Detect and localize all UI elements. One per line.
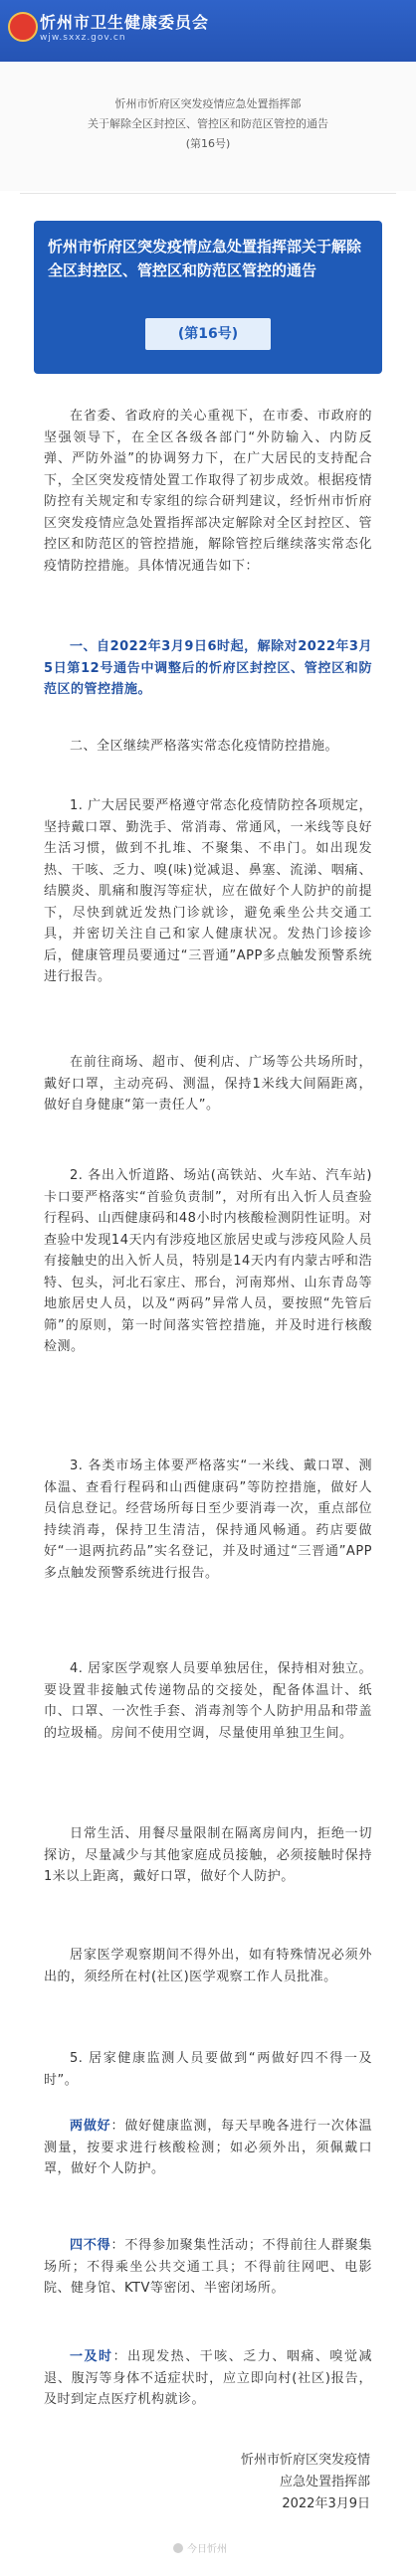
announcement-title-box [34,221,382,374]
measure-2: 2. 各出入忻道路、场站(高铁站、火车站、汽车站)卡口要严格落实“首验负责制”，对所有出入忻人员查验行程码、山西健康码和48小时内核酸检测阴性证明。对查验中发现14天内有涉疫地区旅居史或与涉疫风险人员有接触史的出入忻人员，特别是14天内有内蒙古呼和浩特、包头，河北石家庄、邢台，河南郑州、山东青岛等地旅居史人员，以及“两码”异常人员，要按照“先管后筛”的原则，第一时间落实管控措施，并及时进行核酸检测。 [44,1168,372,1354]
site-title[interactable]: 忻州市卫生健康委员会 [40,13,210,32]
measure-1b: 在前往商场、超市、便利店、广场等公共场所时，戴好口罩，主动亮码、测温，保持1米线大间隔距离，做好自身健康“第一责任人”。 [44,1055,372,1113]
one-time-text: ：出现发热、干咳、乏力、咽痛、嗅觉减退、腹泻等身体不适症状时，应立即向村(社区)报告，及时到定点医疗机构就诊。 [44,2349,372,2407]
weibo-icon [173,2543,183,2553]
watermark [173,2540,227,2555]
measure-3: 3. 各类市场主体要严格落实“一米线、戴口罩、测体温、查看行程码和山西健康码”等防控措施，做好人员信息登记。经营场所每日至少要消毒一次，重点部位持续消毒，保持卫生清洁，保持通风畅通。药店要做好“一退两抗药品”实名登记，并及时通过“三晋通”APP多点触发预警系统进行报告。 [44,1459,372,1581]
measure-4b: 日常生活、用餐尽量限制在隔离房间内，拒绝一切探访，尽量减少与其他家庭成员接触，必须接触时保持1米以上距离，戴好口罩，做好个人防护。 [44,1826,372,1884]
four-no-paragraph [44,2235,372,2300]
site-header [0,0,416,62]
divider [20,193,396,194]
doc-head-line-2: 关于解除全区封控区、管控区和防范区管控的通告 [88,117,328,130]
doc-head-line-1: 忻州市忻府区突发疫情应急处置指挥部 [114,97,302,110]
document-header [0,62,416,191]
item-2-heading: 二、全区继续严格落实常态化疫情防控措施。 [70,739,339,754]
watermark-text: 今日忻州 [187,2544,227,2555]
two-good-paragraph [44,2116,372,2180]
item-1: 一、自2022年3月9日6时起，解除对2022年3月5日第12号通告中调整后的忻府区封控区、管控区和防范区的管控措施。 [44,639,372,697]
one-time-label: 一及时 [70,2349,113,2364]
signature-org-2: 应急处置指挥部 [279,2475,370,2490]
two-good-label: 两做好 [70,2119,111,2134]
signature-date: 2022年3月9日 [282,2496,370,2511]
two-good-text: ：做好健康监测，每天早晚各进行一次体温测量，按要求进行核酸检测；如必须外出，须佩戴口罩，做好个人防护。 [44,2119,372,2176]
measure-4: 4. 居家医学观察人员要单独居住，保持相对独立。要设置非接触式传递物品的交接处，配备体温计、纸巾、口罩、一次性手套、消毒剂等个人防护用品和带盖的垃圾桶。房间不使用空调，尽量使用单独卫生间。 [44,1661,372,1741]
issue-number: (第16号) [145,318,271,350]
emblem-icon [8,12,38,42]
signature-org-1: 忻州市忻府区突发疫情 [240,2453,370,2468]
doc-head-line-3: (第16号) [185,137,231,150]
measure-1: 1. 广大居民要严格遵守常态化疫情防控各项规定，坚持戴口罩、勤洗手、常消毒、常通风，一米线等良好生活习惯，做到不扎堆、不聚集、不串门。如出现发热、干咳、乏力、嗅(味)觉减退、鼻塞、流涕、咽痛、结膜炎、肌痛和腹泻等症状，应在做好个人防护的前提下，尽快到就近发热门诊就诊，避免乘坐公共交通工具，并密切关注自己和家人健康状况。发热门诊接诊后，健康管理员要通过“三晋通”APP多点触发预警系统进行报告。 [44,798,372,984]
four-no-text: ：不得参加聚集性活动；不得前往人群聚集场所；不得乘坐公共交通工具；不得前往网吧、电影院、健身馆、KTV等密闭、半密闭场所。 [44,2238,372,2296]
one-time-paragraph [44,2346,372,2411]
intro-paragraph: 在省委、省政府的关心重视下，在市委、市政府的坚强领导下，在全区各级各部门“外防输入、内防反弹、严防外溢”的协调努力下，在广大居民的支持配合下，全区突发疫情处置工作取得了初步成效。根据疫情防控有关规定和专家组的综合研判建议，经忻州市忻府区突发疫情应急处置指挥部决定解除对全区封控区、管控区和防范区的管控措施，解除管控后继续落实常态化疫情防控措施。具体情况通告如下： [44,409,372,574]
four-no-label: 四不得 [70,2238,111,2253]
measure-4c: 居家医学观察期间不得外出，如有特殊情况必须外出的，须经所在村(社区)医学观察工作人员批准。 [44,1948,372,1984]
announcement-title: 忻州市忻府区突发疫情应急处置指挥部关于解除全区封控区、管控区和防范区管控的通告 [48,238,362,279]
site-url: wjw.sxxz.gov.cn [40,33,126,43]
measure-5: 5. 居家健康监测人员要做到“两做好四不得一及时”。 [44,2051,372,2088]
